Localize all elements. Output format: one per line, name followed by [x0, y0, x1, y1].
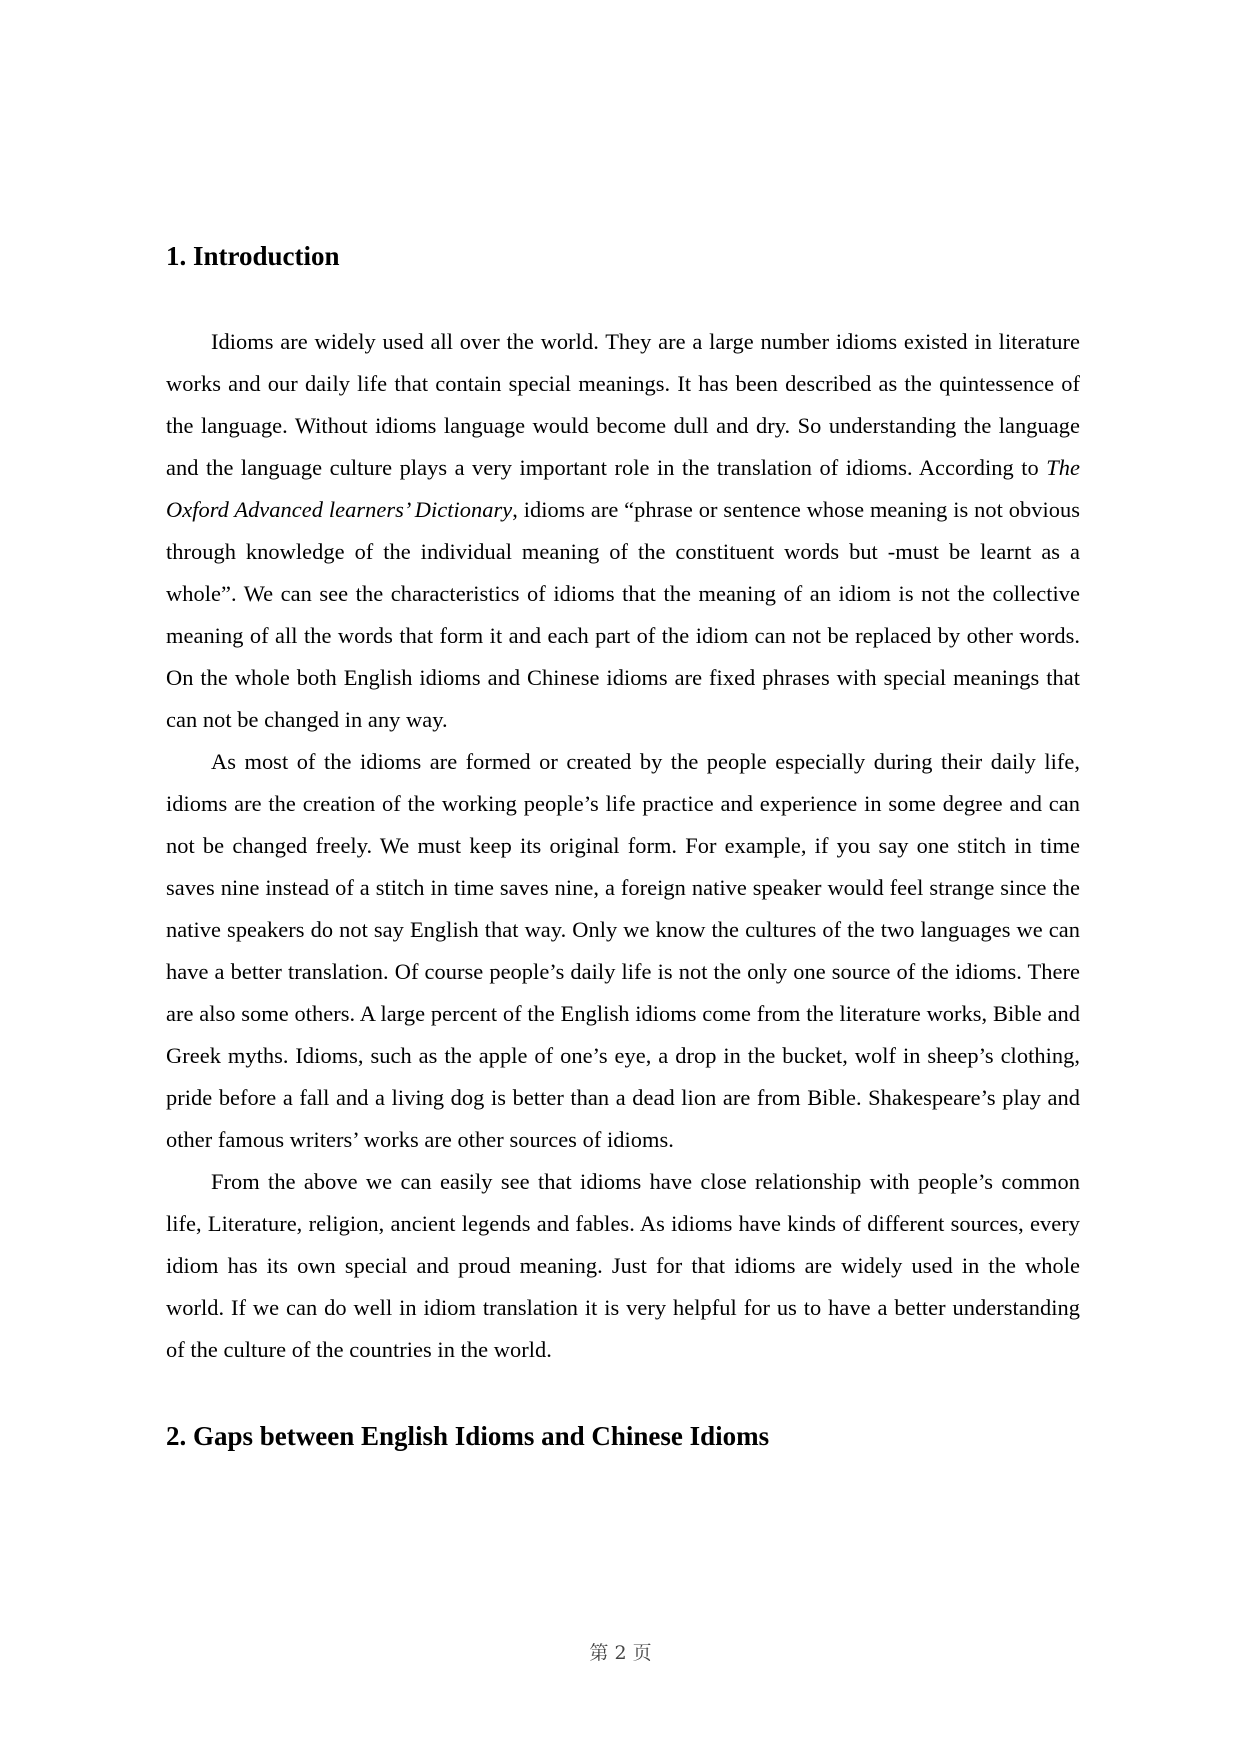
section-1-body	[166, 321, 1080, 1371]
paragraph-2: As most of the idioms are formed or created by the people especially during their daily life, idioms are the creation of the working people’s life practice and experience in some degree and can not be changed freely. We must keep its original form. For example, if you say one stitch in time saves nine instead of a stitch in time saves nine, a foreign native speaker would feel strange since the native speakers do not say English that way. Only we know the cultures of the two languages we can have a better translation. Of course people’s daily life is not the only one source of the idioms. There are also some others. A large percent of the English idioms come from the literature works, Bible and Greek myths. Idioms, such as the apple of one’s eye, a drop in the bucket, wolf in sheep’s clothing, pride before a fall and a living dog is better than a dead lion are from Bible. Shakespeare’s play and other famous writers’ works are other sources of idioms.	[166, 749, 1080, 1152]
paragraph-1-text-a: Idioms are widely used all over the world. They are a large number idioms existed in literature works and our daily life that contain special meanings. It has been described as the quintessence of the language. Without idioms language would become dull and dry. So understanding the language and the language culture plays a very important role in the translation of idioms. According to	[166, 329, 1080, 480]
section-2-heading: 2. Gaps between English Idioms and Chinese Idioms	[166, 1421, 770, 1451]
section-1-heading: 1. Introduction	[166, 241, 340, 271]
page-number: 第 2 页	[589, 1642, 652, 1664]
dictionary-title: The Oxford Advanced learners’ Dictionary	[166, 455, 1080, 522]
paragraph-1-text-b: , idioms are “phrase or sentence whose meaning is not obvious through knowledge of the individual meaning of the constituent words but -must be learnt as a whole”. We can see the characteristics of idioms that the meaning of an idiom is not the collective meaning of all the words that form it and each part of the idiom can not be replaced by other words. On the whole both English idioms and Chinese idioms are fixed phrases with special meanings that can not be changed in any way.	[166, 497, 1081, 732]
paragraph-1	[166, 321, 1080, 741]
page-content	[166, 236, 1080, 1456]
paragraph-3: From the above we can easily see that idioms have close relationship with people’s common life, Literature, religion, ancient legends and fables. As idioms have kinds of different sources, every idiom has its own special and proud meaning. Just for that idioms are widely used in the whole world. If we can do well in idiom translation it is very helpful for us to have a better understanding of the culture of the countries in the world.	[166, 1169, 1080, 1362]
